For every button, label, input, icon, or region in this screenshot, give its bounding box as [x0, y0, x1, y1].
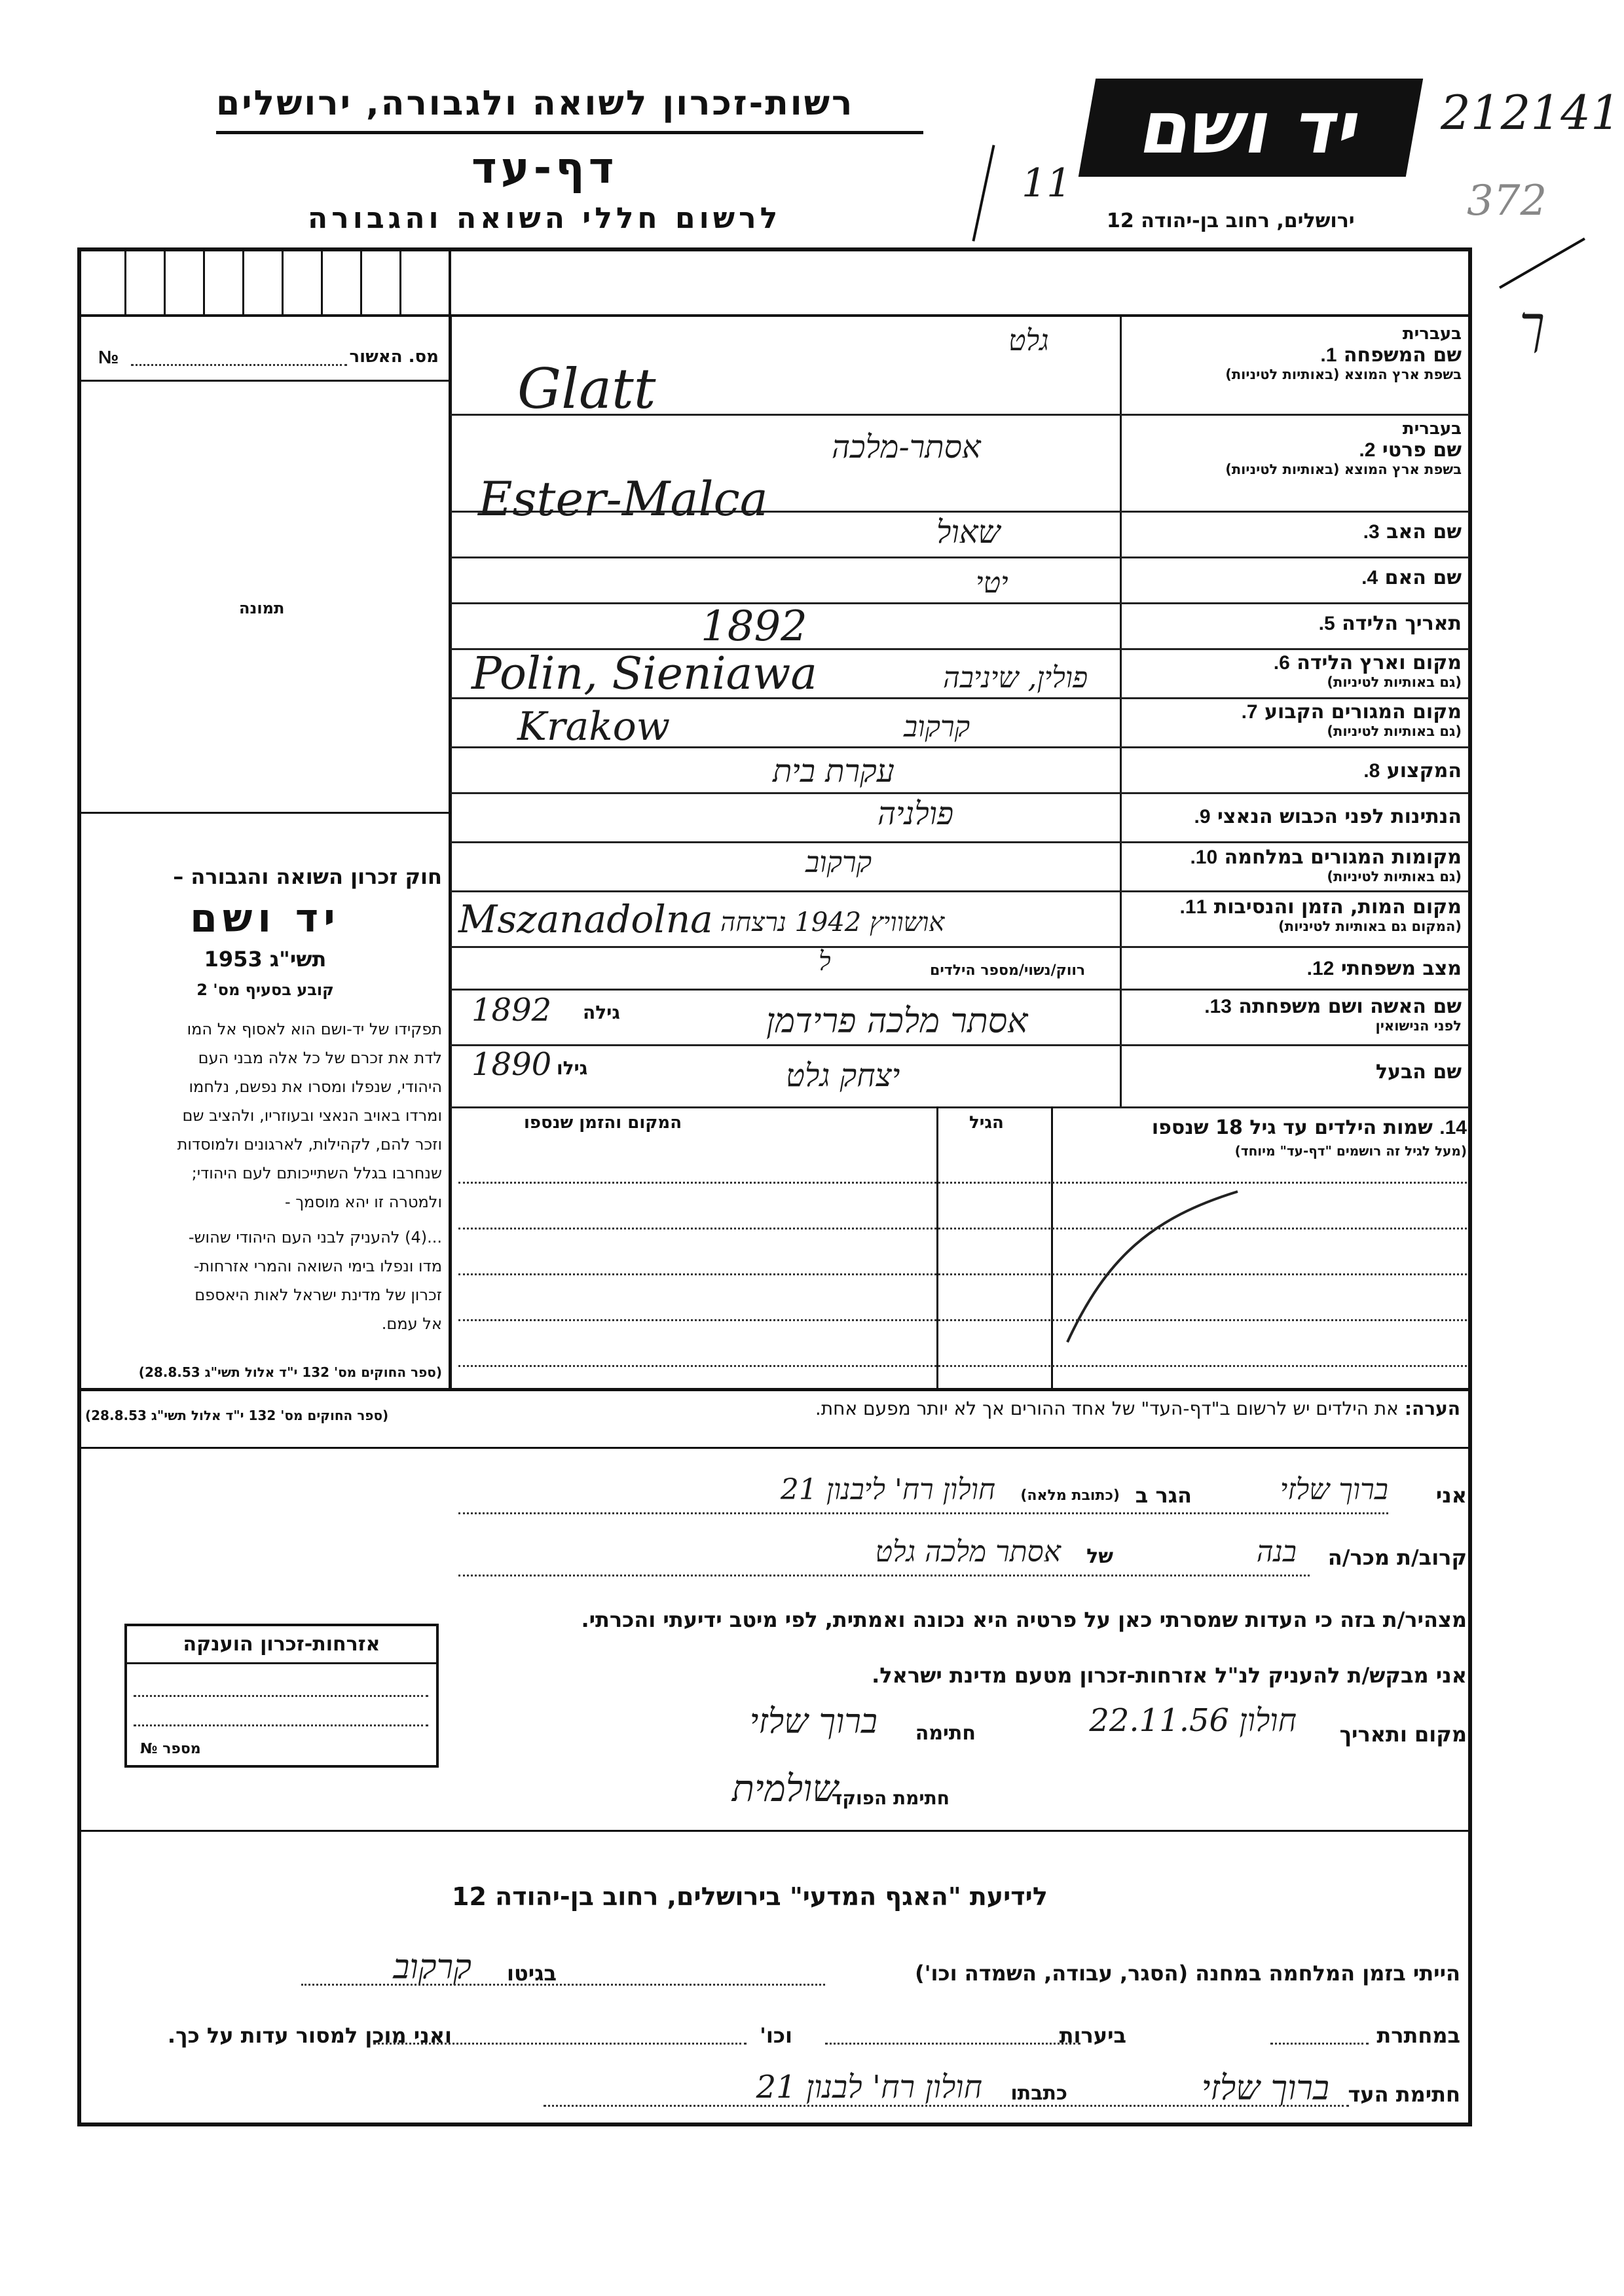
form-subtitle: לרשום חללי השואה והגבורה	[308, 202, 782, 235]
children-header: 14. שמות הילדים עד גיל 18 שנספו (מעל לגיל זה רושמים "דף-עד" מיוחד)	[1151, 1116, 1467, 1159]
father-name: שאול	[936, 514, 1001, 551]
note: הערה: את הילדים יש לרשום ב"דף-העד" של אחד ההורים אך לא יותר מפעם אחת.	[815, 1398, 1460, 1419]
nationality: פולניה	[877, 795, 954, 832]
marital-status-hint: רווק/נשוי/מספר הילדים	[930, 962, 1086, 979]
relation-row: קרוב/ת מכר/ה בנה של אסתר מלכה גלט	[875, 1535, 1467, 1570]
wife-age-label: גילה	[583, 1002, 620, 1023]
declarant-signature: ברוך שלזי	[749, 1702, 877, 1741]
wife-age: 1892	[471, 992, 552, 1029]
hand-letter: ך	[1519, 295, 1545, 355]
occupation: עקרת בית	[773, 753, 895, 790]
citizenship-box: אזרחות-זכרון הוענקה מספר №	[124, 1624, 439, 1768]
birth-place-hebrew: פולין, שיניבה	[943, 661, 1088, 695]
bottom-title: לידיעת "האגף המדעי" בירושלים, רחוב בן-יהודה 12	[452, 1882, 1048, 1911]
residence-latin: Krakow	[517, 704, 671, 750]
declarant-address: חולון רח' ליבנון 21	[780, 1473, 995, 1506]
law-quote: חוק זכרון השואה והגבורה – יד ושם תשי"ג 1953 קובע בסעיף מס' 2 תפקידו של יד-ושם הוא לאסוף אל המו לדת את זכרם של כל אלה מבני העם היהודי, שנפלו ומסרו את נפשם, נלחמו ומרדו באויב הנאצי ובעוזריו, ולהציב שם וזכר להם, לקהילות, לארגונים ולמוסדות שנחרבו בגלל השתייכותם לעם היהודי; ולמטרה זו יהא מוסמך - ...(4) להעניק לבני העם היהודי שהוש- מדו ונפלו בימי השואה והמרי אזרחות- זכרון של מדינת ישראל לאות היאספם אל עמם. (ספר החוקים מס' 132 י"ד אלול תשי"ג 28.8.53)	[138, 864, 442, 1380]
hand-mark: 11	[1022, 160, 1072, 206]
strike-mark	[1054, 1178, 1251, 1349]
birth-date: 1892	[701, 602, 807, 651]
declaration-statement: מצהיר/ת בזה כי העדות שמסרתי כאן על פרטיה היא נכונה ואמתית, לפי מיטב ידיעתי והכרתי.	[581, 1607, 1467, 1632]
firstname-latin: Ester-Malca	[478, 471, 768, 526]
husband-name: יצחק גלט	[786, 1057, 900, 1094]
husband-age-label: גילו	[557, 1057, 588, 1079]
yad-vashem-logo: יד ושם	[1079, 79, 1423, 177]
declarant-row: אני ברוך שלזי הגר ב (כתובת מלאה) חולון רח' ליבנון 21	[780, 1473, 1467, 1508]
officer-row: חתימת הפוקד שולמית	[731, 1768, 950, 1810]
witness-signature: ברוך שלזי	[1201, 2069, 1329, 2108]
archive-number: 212141	[1441, 85, 1621, 140]
relation-value: בנה	[1256, 1535, 1297, 1569]
wife-name: אסתר מלכה פרידמן	[766, 1002, 1028, 1041]
archive-number-2: 372	[1467, 177, 1547, 225]
firstname-hebrew: אסתר-מלכה	[832, 429, 981, 465]
form-title: דף-עד	[471, 143, 618, 193]
witness-address: חולון רח' לבנון 21	[756, 2069, 982, 2105]
place-date-value: חולון 22.11.56	[1089, 1702, 1297, 1739]
ghetto-value: קרקוב	[393, 1948, 471, 1987]
approval-number-field: № מס. האשור	[98, 347, 439, 367]
war-residence: קרקוב	[805, 846, 872, 879]
photo-label: תמונה	[239, 599, 285, 617]
address: ירושלים, רחוב בן-יהודה 12	[1107, 210, 1355, 232]
authority-title: רשות-זכרון לשואה ולגבורה, ירושלים	[216, 84, 855, 123]
husband-age: 1890	[471, 1046, 552, 1083]
surname-latin: Glatt	[517, 357, 656, 421]
death-place-latin: Mszanadolna	[458, 897, 713, 941]
marital-status: ל	[819, 947, 831, 977]
declaration-request: אני מבקש/ת להעניק לנ"ל אזרחות-זכרון מטעם מדינת ישראל.	[872, 1663, 1467, 1688]
witness-row: חתימת העד ברוך שלזי כתבתו חולון רח' לבנון 21	[756, 2069, 1460, 2108]
hiding-row: במחתרת ביערות וכו' ואני מוכן למסור עדות על כך.	[167, 2023, 1460, 2048]
war-camp-row: הייתי בזמן המלחמה במחנה (הסגר, עבודה, השמדה וכו') בגיטו קרקוב	[393, 1948, 1460, 1987]
birth-place-latin: Polin, Sieniawa	[471, 648, 817, 700]
mother-name: יטי	[976, 566, 1008, 600]
declarant-name: ברוך שלזי	[1280, 1473, 1388, 1506]
residence-hebrew: קרקוב	[904, 710, 970, 744]
law-reference: (ספר החוקים מס' 132 י"ד אלול תשי"ג 28.8.53)	[85, 1408, 389, 1423]
signature-row: מקום ותאריך חולון 22.11.56 חתימה ברוך שלזי	[749, 1702, 1467, 1747]
death-place-hebrew: אושוויץ 1942 נרצחה	[720, 907, 945, 938]
victim-name: אסתר מלכה גלט	[875, 1535, 1061, 1569]
surname-hebrew: גלט	[1008, 324, 1049, 357]
children-col-age: הגיל	[969, 1113, 1004, 1133]
children-col-place: המקום והזמן שנספו	[524, 1113, 682, 1133]
officer-signature: שולמית	[731, 1768, 838, 1810]
